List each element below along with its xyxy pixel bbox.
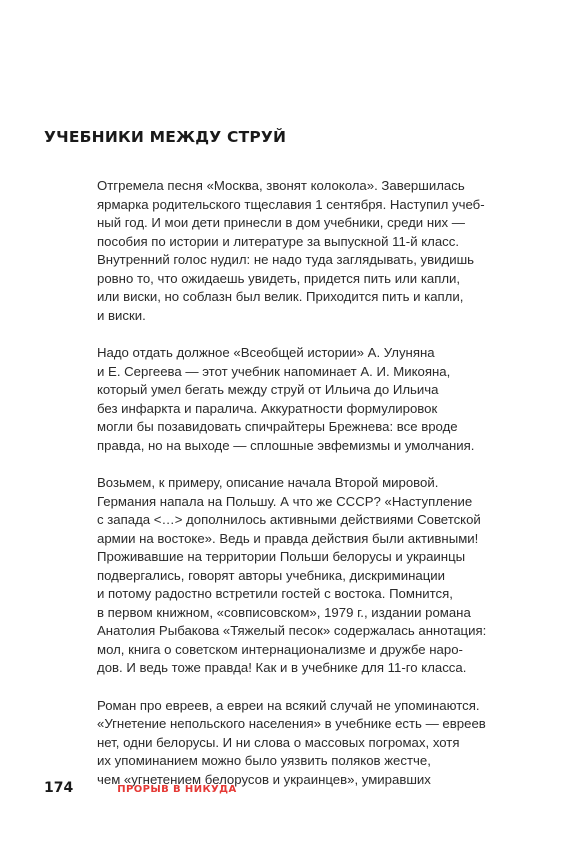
- text-line: в первом книжном, «совписовском», 1979 г., издании романа: [97, 604, 471, 620]
- page-footer: [44, 780, 237, 796]
- paragraph-1: [97, 177, 517, 325]
- text-line: и потому радостно встретили гостей с востока. Помнится,: [97, 586, 453, 601]
- text-line: и виски.: [97, 307, 146, 323]
- text-line: чем «угнетением белорусов и украинцев», умиравших: [97, 771, 431, 787]
- text-line: могли бы позавидовать спичрайтеры Брежнева: все вроде: [97, 419, 458, 434]
- paragraph-2: [97, 344, 517, 455]
- paragraph-4: [97, 697, 517, 790]
- text-line: их упоминанием можно было уязвить поляков жестче,: [97, 753, 431, 768]
- text-line: Проживавшие на территории Польши белорусы и украинцы: [97, 549, 466, 564]
- text-line: «Угнетение непольского населения» в учебнике есть — евреев: [97, 716, 486, 731]
- text-line: мол, книга о советском интернационализме и дружбе наро-: [97, 641, 463, 657]
- text-line: пособия по истории и литературе за выпускной 11-й класс.: [97, 233, 460, 249]
- text-line: дов. И ведь тоже правда! Как и в учебнике для 11-го класса.: [97, 660, 467, 675]
- running-title: ПРОРЫВ В НИКУДА: [117, 784, 237, 795]
- text-line: Надо отдать должное «Всеобщей истории» А. Улуняна: [97, 345, 435, 360]
- text-line: подвергались, говорят авторы учебника, дискриминации: [97, 567, 445, 583]
- text-line: с запада <…> дополнилось активными действиями Советской: [97, 512, 481, 527]
- text-line: Отгремела песня «Москва, звонят колокола». Завершилась: [97, 178, 465, 193]
- text-line: Анатолия Рыбакова «Тяжелый песок» содержалась аннотация:: [97, 623, 487, 638]
- text-line: который умел бегать между струй от Ильича до Ильича: [97, 382, 439, 397]
- text-line: Внутренний голос нудил: не надо туда заглядывать, увидишь: [97, 252, 475, 267]
- text-line: Возьмем, к примеру, описание начала Второй мировой.: [97, 475, 439, 490]
- page-number: 174: [44, 780, 74, 796]
- text-line: ровно то, что ожидаешь увидеть, придется пить или капли,: [97, 270, 461, 286]
- text-line: и Е. Сергеева — этот учебник напоминает А. И. Микояна,: [97, 363, 451, 379]
- text-line: армии на востоке». Ведь и правда действия были активными!: [97, 530, 479, 546]
- text-line: Германия напала на Польшу. А что же СССР? «Наступление: [97, 493, 473, 509]
- paragraph-3: [97, 474, 517, 678]
- text-line: без инфаркта и паралича. Аккуратности формулировок: [97, 400, 438, 416]
- text-line: ярмарка родительского тщеславия 1 сентября. Наступил учеб-: [97, 196, 485, 212]
- chapter-title: УЧЕБНИКИ МЕЖДУ СТРУЙ: [44, 128, 287, 146]
- text-line: нет, одни белорусы. И ни слова о массовых погромах, хотя: [97, 734, 460, 750]
- text-line: Роман про евреев, а евреи на всякий случай не упоминаются.: [97, 697, 480, 713]
- body-text: [97, 177, 517, 808]
- text-line: или виски, но соблазн был велик. Приходится пить и капли,: [97, 289, 464, 304]
- text-line: ный год. И мои дети принесли в дом учебники, среди них —: [97, 215, 465, 230]
- text-line: правда, но на выходе — сплошные эвфемизмы и умолчания.: [97, 437, 475, 453]
